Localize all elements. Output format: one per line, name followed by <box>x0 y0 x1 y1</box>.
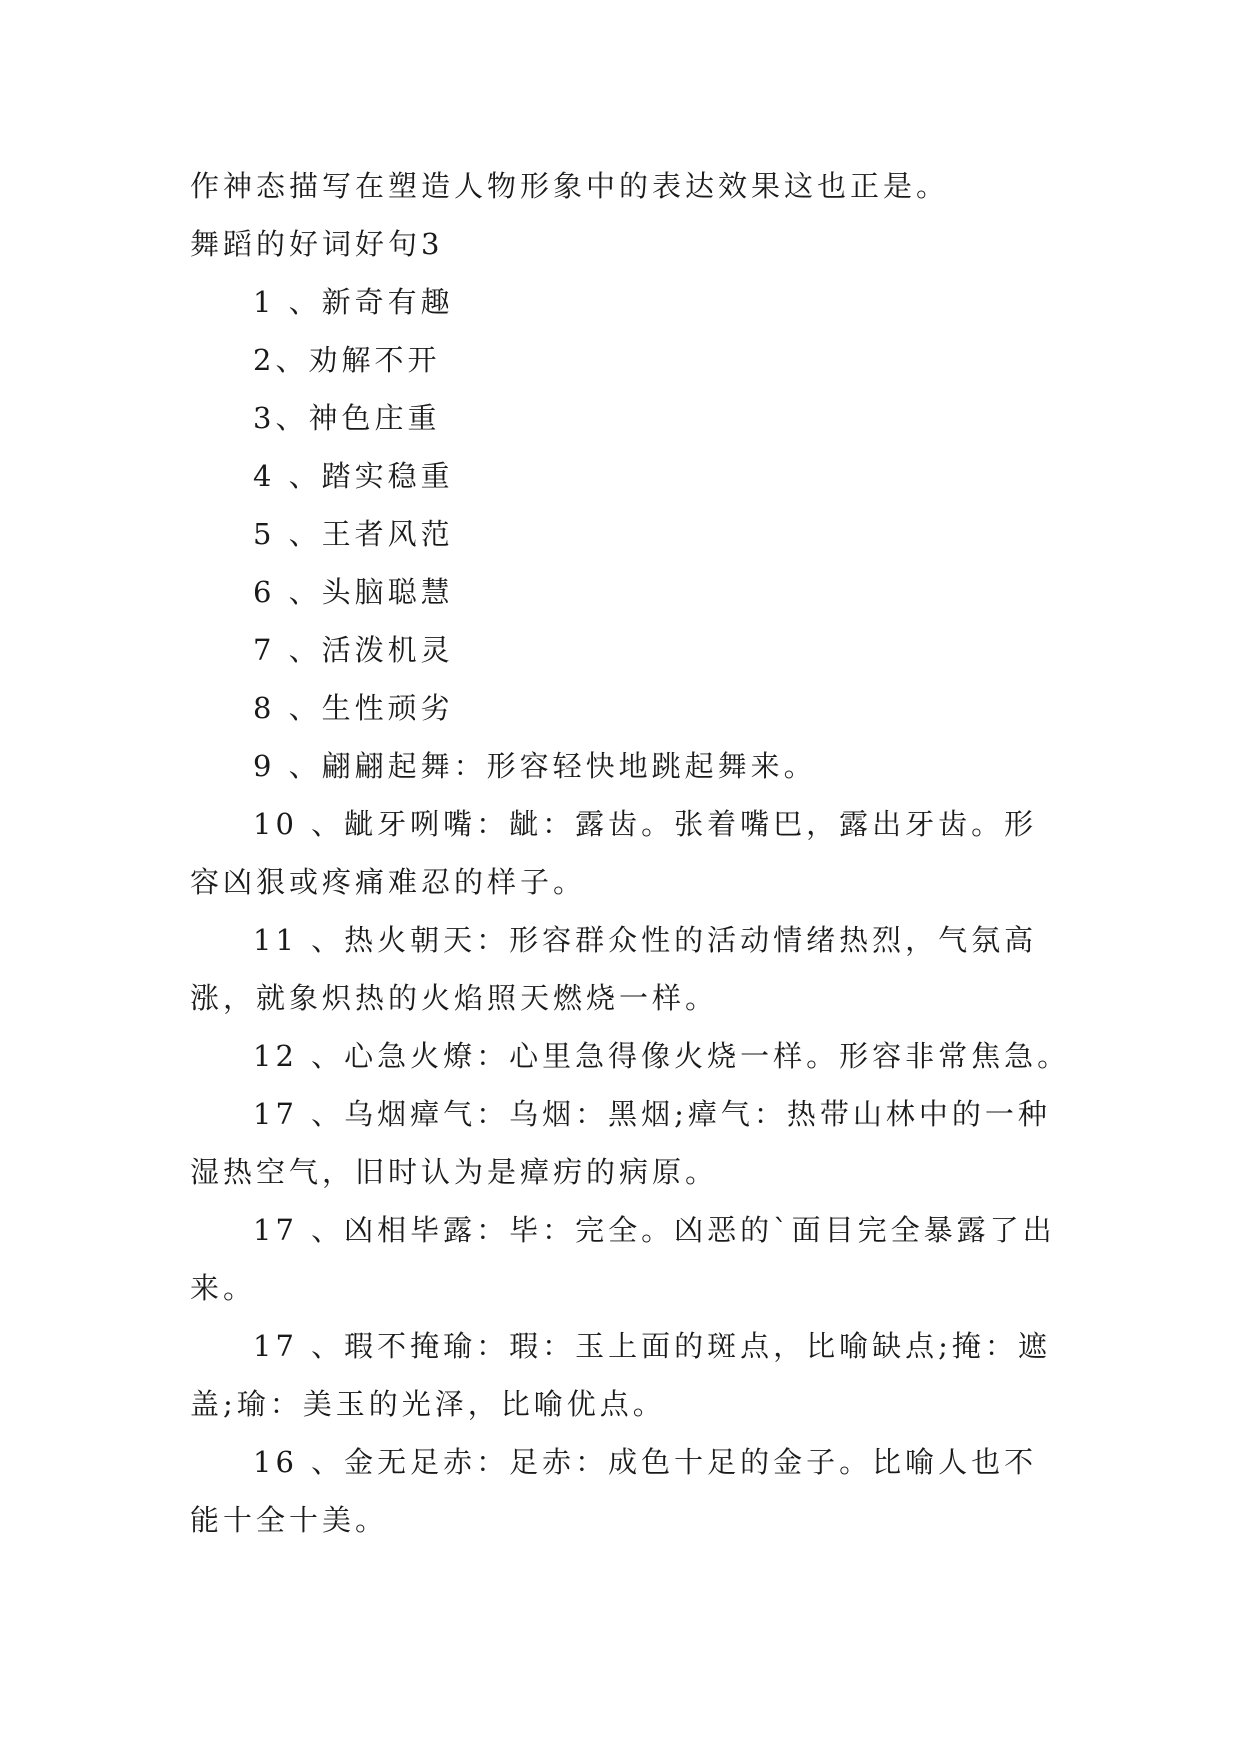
list-item: 4 、踏实稳重 <box>253 459 454 493</box>
list-item-continuation: 涨，就象炽热的火焰照天燃烧一样。 <box>190 981 719 1015</box>
list-item-continuation: 容凶狠或疼痛难忍的样子。 <box>190 865 587 899</box>
list-item: 1 、新奇有趣 <box>253 285 454 319</box>
list-item: 17 、瑕不掩瑜：瑕：玉上面的斑点，比喻缺点;掩：遮 <box>253 1329 1051 1363</box>
list-item: 17 、乌烟瘴气：乌烟：黑烟;瘴气：热带山林中的一种 <box>253 1097 1051 1131</box>
intro-line: 作神态描写在塑造人物形象中的表达效果这也正是。 <box>190 169 950 203</box>
list-item: 3、神色庄重 <box>253 401 441 435</box>
list-item: 16 、金无足赤：足赤：成色十足的金子。比喻人也不 <box>253 1445 1038 1479</box>
list-item: 2、劝解不开 <box>253 343 441 377</box>
list-item-continuation: 能十全十美。 <box>190 1503 389 1537</box>
list-item-continuation: 盖;瑜：美玉的光泽，比喻优点。 <box>190 1387 666 1421</box>
section-title: 舞蹈的好词好句3 <box>190 227 444 261</box>
list-item-continuation: 湿热空气，旧时认为是瘴疠的病原。 <box>190 1155 719 1189</box>
list-item: 7 、活泼机灵 <box>253 633 454 667</box>
list-item: 5 、王者风范 <box>253 517 454 551</box>
list-item: 12 、心急火燎：心里急得像火烧一样。形容非常焦急。 <box>253 1039 1071 1073</box>
list-item: 9 、翩翩起舞：形容轻快地跳起舞来。 <box>253 749 817 783</box>
list-item: 6 、头脑聪慧 <box>253 575 454 609</box>
list-item: 11 、热火朝天：形容群众性的活动情绪热烈，气氛高 <box>253 923 1038 957</box>
list-item: 10 、龇牙咧嘴：龇：露齿。张着嘴巴，露出牙齿。形 <box>253 807 1038 841</box>
list-item: 17 、凶相毕露：毕：完全。凶恶的`面目完全暴露了出 <box>253 1213 1056 1247</box>
document-body <box>190 157 1090 1549</box>
list-item: 8 、生性顽劣 <box>253 691 454 725</box>
list-item-continuation: 来。 <box>190 1271 257 1305</box>
